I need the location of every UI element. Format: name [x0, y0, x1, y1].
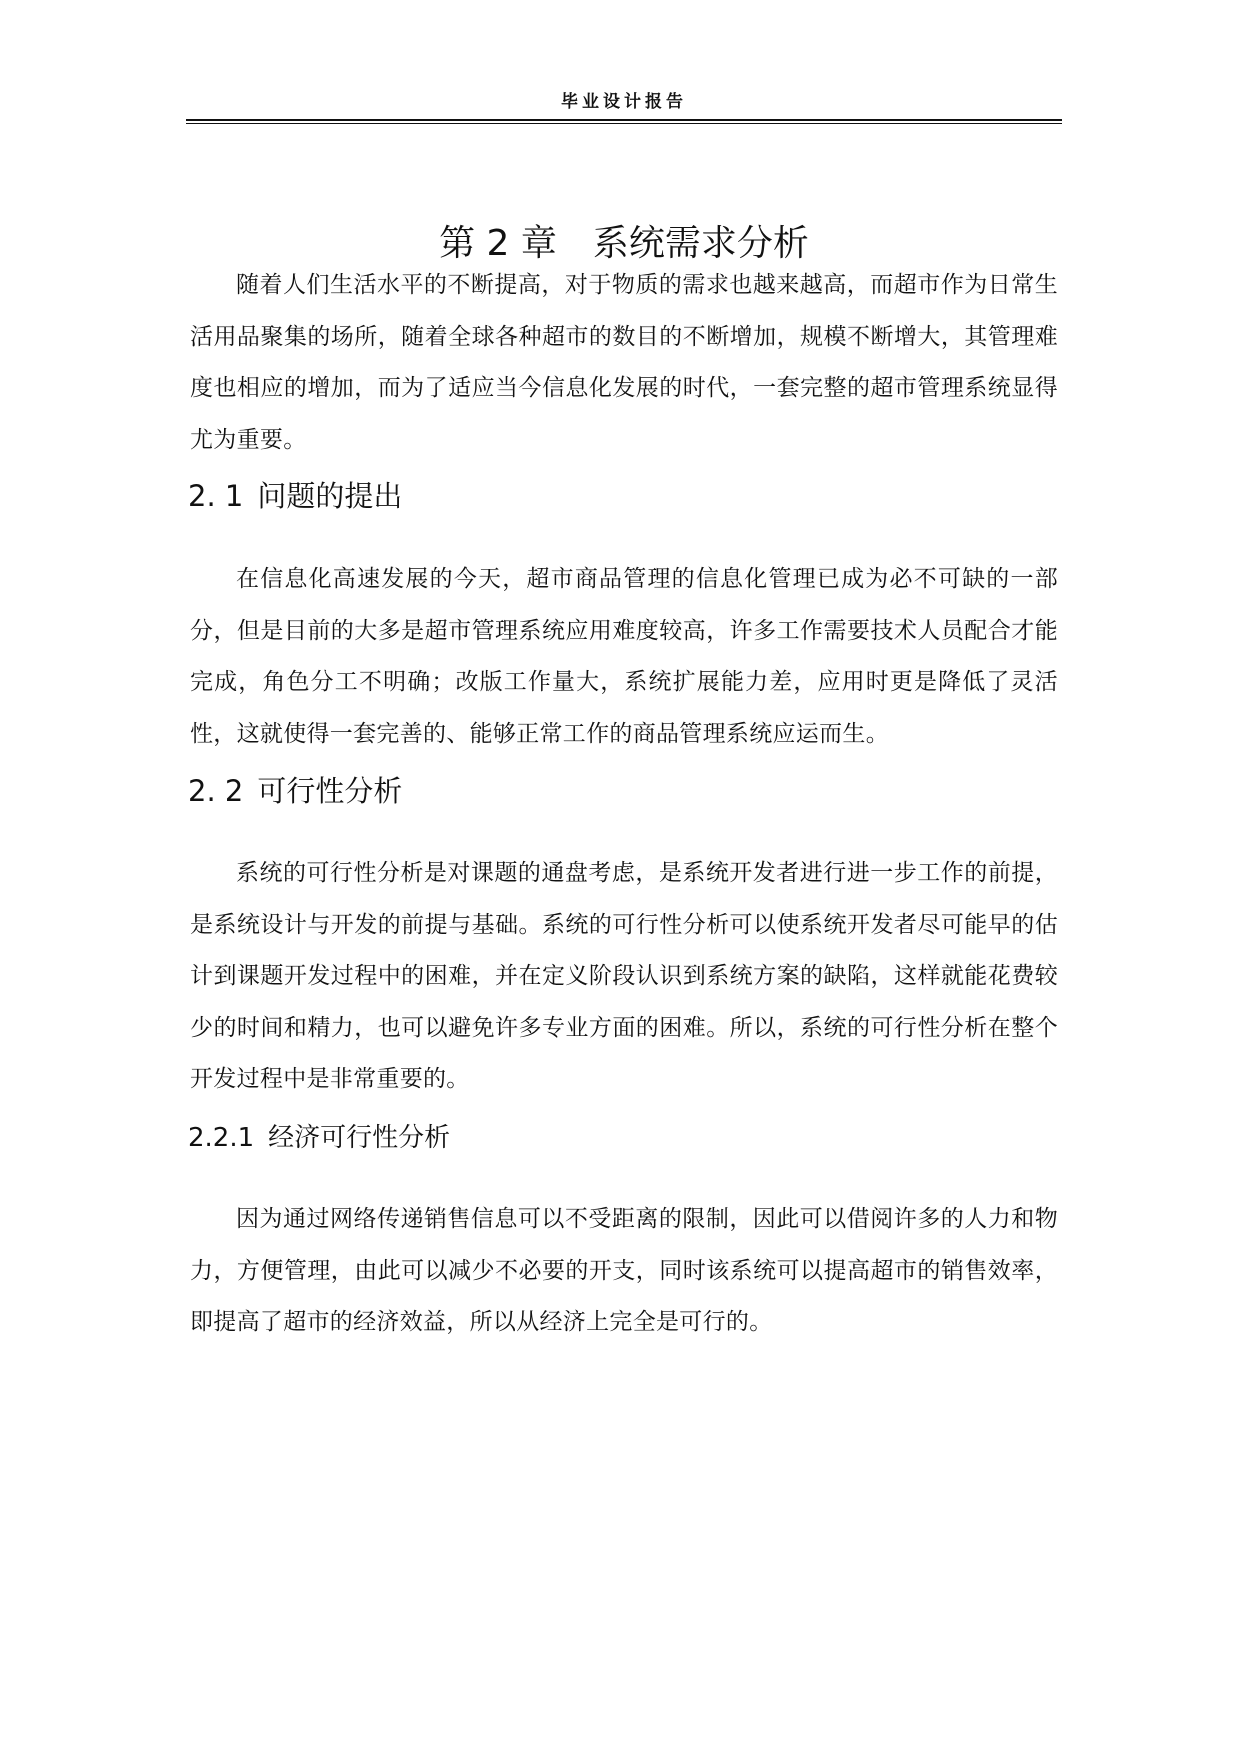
- intro-paragraph: 随着人们生活水平的不断提高，对于物质的需求也越来越高，而超市作为日常生活用品聚集的场所，随着全球各种超市的数目的不断增加，规模不断增大，其管理难度也相应的增加，而为了适应当今信息化发展的时代，一套完整的超市管理系统显得尤为重要。: [190, 272, 1058, 453]
- section-2-2-1-title: 经济可行性分析: [268, 1123, 451, 1153]
- section-2-2-title: 可行性分析: [257, 774, 403, 808]
- section-2-1-number: 2. 1: [188, 479, 244, 513]
- section-2-2-1-heading: [188, 1120, 450, 1156]
- section-2-2-number: 2. 2: [188, 774, 244, 808]
- section-2-2-1-number: 2.2.1: [188, 1123, 255, 1153]
- section-2-1-heading: [188, 476, 402, 516]
- chapter-title: 第 2 章 系统需求分析: [439, 223, 809, 264]
- section-2-1-title: 问题的提出: [257, 479, 403, 513]
- header-rule-thin: [186, 123, 1062, 124]
- section-2-2-1-paragraph: 因为通过网络传递销售信息可以不受距离的限制，因此可以借阅许多的人力和物力，方便管理，由此可以减少不必要的开支，同时该系统可以提高超市的销售效率，即提高了超市的经济效益，所以从经济上完全是可行的。: [190, 1206, 1058, 1335]
- header-title: 毕业设计报告: [561, 92, 687, 112]
- section-2-2-heading: [188, 771, 402, 811]
- section-2-2-paragraph: 系统的可行性分析是对课题的通盘考虑，是系统开发者进行进一步工作的前提，是系统设计与开发的前提与基础。系统的可行性分析可以使系统开发者尽可能早的估计到课题开发过程中的困难，并在定义阶段认识到系统方案的缺陷，这样就能花费较少的时间和精力，也可以避免许多专业方面的困难。所以，系统的可行性分析在整个开发过程中是非常重要的。: [190, 860, 1058, 1092]
- section-2-1-paragraph: 在信息化高速发展的今天，超市商品管理的信息化管理已成为必不可缺的一部分，但是目前的大多是超市管理系统应用难度较高，许多工作需要技术人员配合才能完成，角色分工不明确；改版工作量大，系统扩展能力差，应用时更是降低了灵活性，这就使得一套完善的、能够正常工作的商品管理系统应运而生。: [190, 566, 1058, 747]
- header-rule-thick: [186, 119, 1062, 121]
- page-header: [186, 88, 1062, 124]
